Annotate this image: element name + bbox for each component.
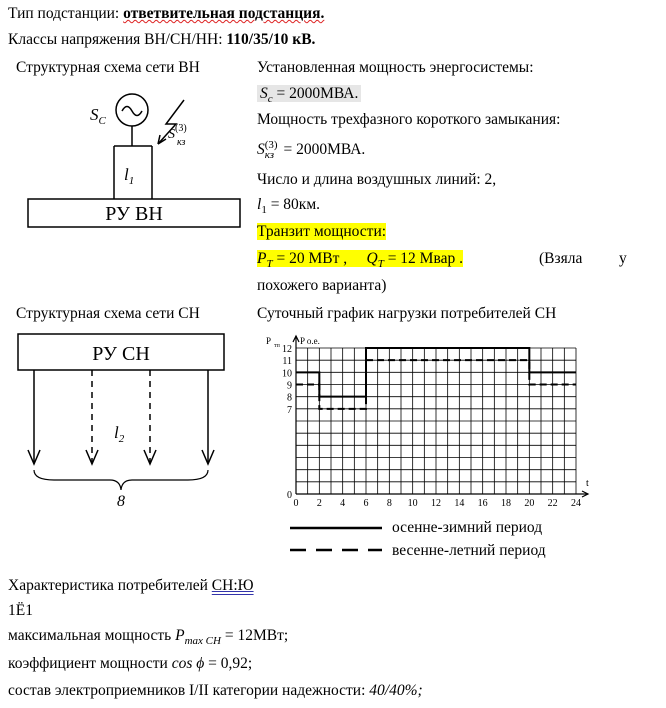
- hv-bus-label: РУ ВН: [105, 203, 163, 225]
- substation-type-line: [8, 4, 324, 24]
- x-tick-label: 10: [407, 498, 418, 509]
- substation-type-value: ответвительная подстанция.: [123, 5, 325, 22]
- y-axis-label-1: P: [266, 336, 272, 346]
- x-tick-label: 16: [477, 498, 488, 509]
- sc-power-line: S (3) кз = 2000МВА.: [257, 139, 366, 162]
- note-part3: похожего варианта): [257, 277, 387, 294]
- transit-values-line: [257, 249, 635, 274]
- y-axis-label-1-sub: тп: [274, 343, 280, 349]
- categories-line: состав электроприемников I/II категории надежности: 40/40%;: [8, 682, 423, 699]
- y-tick-label: 10: [282, 368, 292, 380]
- x-axis-label: t: [586, 478, 589, 489]
- consumers-code: 1Ё1: [8, 602, 33, 619]
- lines-count-label: Число и длина воздушных линий: 2,: [257, 171, 497, 188]
- transit-label: Транзит мощности:: [257, 223, 387, 240]
- mv-network-diagram: [14, 330, 246, 512]
- x-tick-label: 14: [454, 498, 465, 509]
- source-label: $S_C$: [90, 105, 106, 127]
- brace: [34, 470, 208, 490]
- fault-label: $S^{(3)}$: [168, 123, 187, 142]
- daily-load-chart: [262, 330, 602, 510]
- x-tick-label: 22: [547, 498, 558, 509]
- substation-type-label: Тип подстанции:: [8, 5, 124, 22]
- y-tick-label: 11: [282, 356, 292, 368]
- chart-legend-lines: [288, 518, 388, 560]
- voltage-classes-label: Классы напряжения ВН/СН/НН:: [8, 31, 227, 48]
- x-tick-label: 24: [571, 498, 581, 509]
- x-tick-label: 8: [386, 498, 392, 509]
- consumers-title: Характеристика потребителей: [8, 577, 212, 594]
- legend-dashed-label: весенне-летний период: [392, 542, 546, 559]
- installed-power-label: Установленная мощность энергосистемы:: [257, 59, 534, 76]
- y-tick-label: 12: [282, 344, 292, 355]
- legend-solid-label: осенне-зимний период: [392, 519, 543, 536]
- note-part1: (Взяла: [539, 250, 583, 267]
- x-tick-label: 0: [293, 498, 299, 509]
- x-tick-label: 20: [524, 498, 535, 509]
- y-tick-label: 9: [287, 380, 292, 392]
- mv-bus-label: РУ СН: [92, 343, 150, 365]
- voltage-classes-value: 110/35/10 кВ.: [226, 31, 316, 48]
- y-tick-label: 7: [287, 404, 292, 416]
- line-l2-label: $l_2$: [114, 423, 125, 445]
- x-tick-label: 4: [340, 498, 346, 509]
- y-tick-label: 8: [287, 392, 292, 404]
- x-tick-label: 6: [363, 498, 369, 509]
- max-power-line: максимальная мощность $P_{max CH} = 12МВт$;: [8, 627, 289, 648]
- line-l1-label: $l_1$: [124, 165, 135, 187]
- installed-power-line: [257, 84, 361, 109]
- y-tick-label: 0: [287, 490, 292, 501]
- voltage-classes-line: [8, 30, 315, 50]
- sine-wave-icon: [122, 107, 142, 116]
- x-tick-label: 2: [316, 498, 322, 509]
- fault-sub-label: кз: [177, 137, 186, 148]
- note-part2: у: [619, 250, 627, 267]
- line-length-line: $l_1 = 80км$.: [257, 196, 321, 217]
- mv-scheme-title: Структурная схема сети СН: [16, 305, 200, 322]
- x-tick-label: 12: [431, 498, 441, 509]
- consumers-title-line: [8, 576, 254, 596]
- sc-power-label: Мощность трехфазного короткого замыкания:: [257, 111, 561, 128]
- transit-label-line: [257, 222, 386, 242]
- transit-values: $P_T = 20$ МВт , $Q_T = 12$ Мвар .: [257, 250, 463, 271]
- y-axis-label-2: P о.е.: [300, 336, 320, 346]
- x-tick-label: 18: [501, 498, 511, 509]
- load-chart-title: Суточный график нагрузки потребителей СН: [257, 305, 557, 322]
- power-factor-line: коэффициент мощности cos ϕ = 0,92;: [8, 655, 253, 672]
- hv-scheme-title: Структурная схема сети ВН: [16, 59, 200, 76]
- installed-power-formula: $S_c = 2000МВА$.: [257, 85, 361, 102]
- hv-network-diagram: [18, 80, 248, 232]
- consumers-title-link: СН:Ю: [211, 577, 254, 594]
- line-count-label: 8: [117, 493, 125, 510]
